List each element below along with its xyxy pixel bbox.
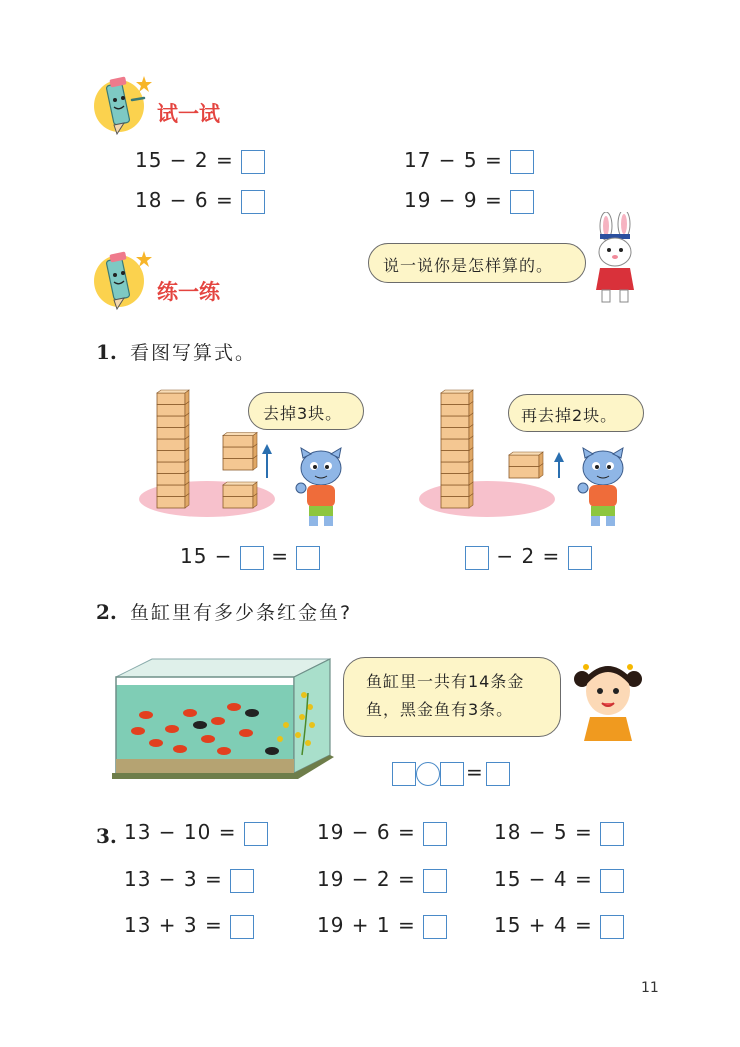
cube-top (223, 433, 257, 436)
page-number: 11 (641, 980, 659, 996)
answer-box[interactable] (600, 822, 624, 846)
question-2-header (96, 598, 352, 625)
equation-text: 19 − 6 = (317, 820, 416, 844)
cube-block (223, 497, 253, 509)
q1-right-speech-bubble (508, 394, 644, 432)
cube-block (509, 467, 539, 479)
cube-top (509, 452, 543, 455)
equation-text: 13 − 10 = (124, 820, 237, 844)
cube-block (223, 485, 253, 497)
equation-text: 17 − 5 = (404, 148, 503, 172)
question-1-header (96, 338, 256, 365)
cube-block (157, 497, 185, 509)
q2-equation (392, 760, 510, 786)
answer-box[interactable] (510, 190, 534, 214)
try-equation-4 (404, 188, 534, 214)
cube-block (157, 474, 185, 486)
answer-box[interactable] (423, 869, 447, 893)
cube-block (223, 459, 253, 471)
answer-box[interactable] (486, 762, 510, 786)
cube-block (223, 447, 253, 459)
question-text: 看图写算式。 (129, 342, 256, 364)
answer-box[interactable] (392, 762, 416, 786)
question-number: 1. (96, 340, 117, 364)
cube-block (441, 416, 469, 428)
q3-equation (317, 913, 447, 939)
fish-tank (112, 655, 334, 783)
equation-text: 19 + 1 = (317, 913, 416, 937)
equation-text: 18 − 6 = (135, 188, 234, 212)
equation-text: − 2 = (496, 544, 561, 568)
answer-box[interactable] (244, 822, 268, 846)
question-number: 3. (96, 824, 117, 848)
answer-box[interactable] (510, 150, 534, 174)
try-equation-3 (135, 188, 265, 214)
answer-box[interactable] (600, 869, 624, 893)
try-equation-2 (404, 148, 534, 174)
answer-box[interactable] (600, 915, 624, 939)
answer-box[interactable] (423, 822, 447, 846)
try-section-title: 试一试 (157, 102, 220, 126)
cube-block (157, 439, 185, 451)
bubble-text: 去掉3块。 (263, 404, 343, 423)
equals-sign: = (271, 544, 290, 568)
cube-block (441, 462, 469, 474)
pencil-mascot-icon (92, 245, 156, 311)
cube-block (157, 451, 185, 463)
q3-equation (317, 820, 447, 846)
cube-block (441, 485, 469, 497)
bubble-text: 再去掉2块。 (521, 406, 618, 425)
answer-box[interactable] (423, 915, 447, 939)
cube-block (441, 497, 469, 509)
equation-text: 13 − 3 = (124, 867, 223, 891)
answer-box[interactable] (230, 915, 254, 939)
cube-top (441, 390, 473, 393)
equals-sign: = (466, 760, 484, 784)
equation-text: 15 − 2 = (135, 148, 234, 172)
practice-section-title: 练一练 (157, 280, 220, 304)
rabbit-bubble-text: 说一说你是怎样算的。 (383, 256, 554, 275)
cube-block (441, 405, 469, 417)
cube-block (509, 455, 539, 467)
cube-block (441, 474, 469, 486)
cube-block (157, 428, 185, 440)
cube-block (157, 416, 185, 428)
q3-equation (124, 867, 254, 893)
cube-top (223, 482, 257, 485)
cube-top (157, 390, 189, 393)
answer-box[interactable] (230, 869, 254, 893)
cube-block (157, 462, 185, 474)
answer-box[interactable] (568, 546, 592, 570)
bubble-line-1: 鱼缸里一共有14条金 (366, 672, 525, 691)
cube-block (441, 451, 469, 463)
q3-equation (124, 820, 268, 846)
cube-block (441, 393, 469, 405)
cube-block (157, 405, 185, 417)
q3-equation (494, 867, 624, 893)
equation-text: 15 + 4 = (494, 913, 593, 937)
q3-equation (494, 913, 624, 939)
cube-block (441, 428, 469, 440)
try-equation-1 (135, 148, 265, 174)
equation-text: 13 + 3 = (124, 913, 223, 937)
answer-box[interactable] (296, 546, 320, 570)
girl-speech-bubble (343, 657, 561, 737)
answer-box[interactable] (241, 150, 265, 174)
rabbit-speech-bubble (368, 243, 586, 283)
operator-circle[interactable] (416, 762, 440, 786)
q1-left-equation (180, 544, 320, 570)
pencil-mascot-icon (92, 70, 156, 136)
bubble-line-2: 鱼，黑金鱼有3条。 (366, 700, 514, 719)
cube-block (157, 393, 185, 405)
q1-right-equation (465, 544, 592, 570)
q3-equation (317, 867, 447, 893)
q1-left-speech-bubble (248, 392, 364, 430)
answer-box[interactable] (440, 762, 464, 786)
equation-text: 18 − 5 = (494, 820, 593, 844)
girl-mascot (572, 655, 644, 741)
question-number: 2. (96, 600, 117, 624)
cube-block (441, 439, 469, 451)
equation-text: 19 − 9 = (404, 188, 503, 212)
equation-text: 15 − 4 = (494, 867, 593, 891)
answer-box[interactable] (465, 546, 489, 570)
answer-box[interactable] (240, 546, 264, 570)
equation-text: 15 − (180, 544, 233, 568)
cube-block (157, 485, 185, 497)
answer-box[interactable] (241, 190, 265, 214)
q3-equation (124, 913, 254, 939)
rabbit-mascot (586, 212, 644, 304)
equation-text: 19 − 2 = (317, 867, 416, 891)
q3-equation (494, 820, 624, 846)
cube-block (223, 436, 253, 448)
question-text: 鱼缸里有多少条红金鱼? (129, 602, 353, 624)
